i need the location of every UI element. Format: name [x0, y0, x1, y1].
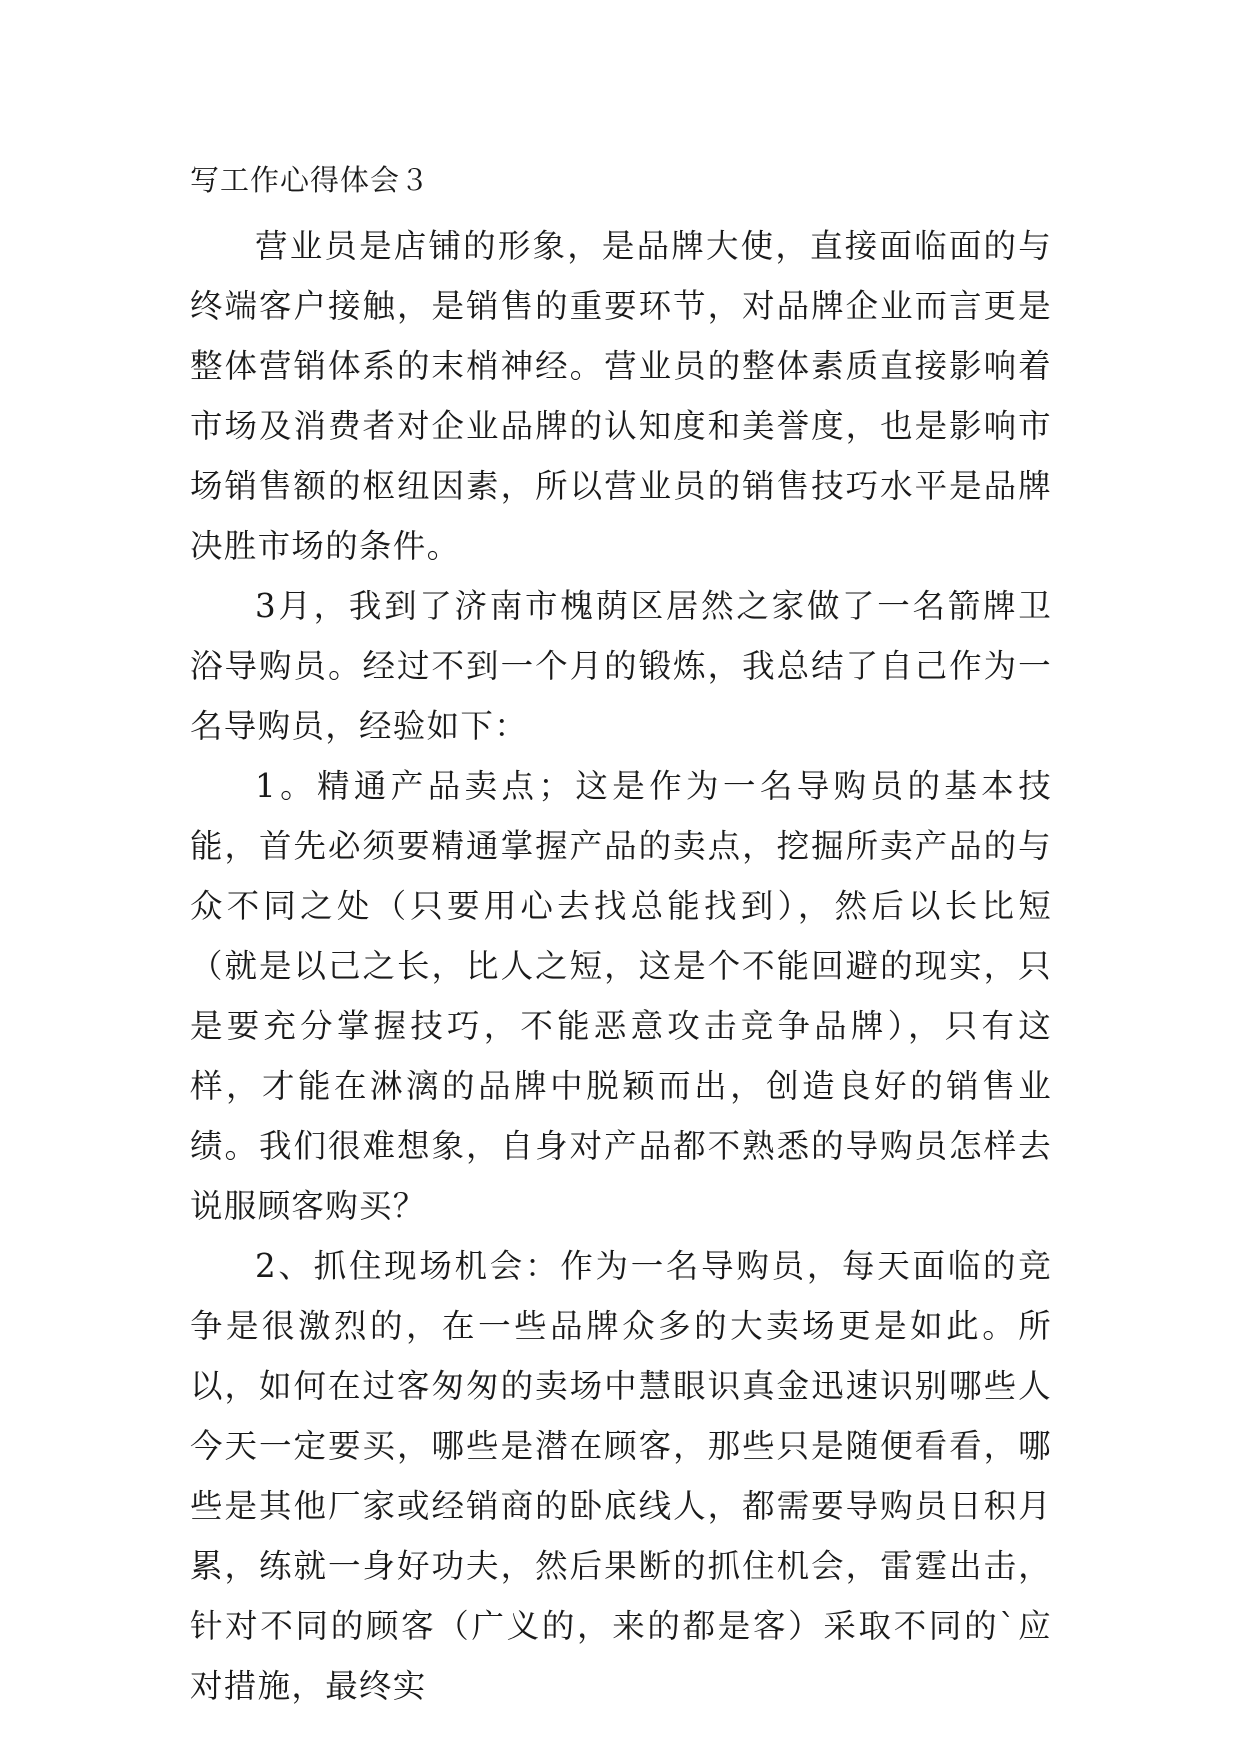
document-title: 写工作心得体会３	[190, 163, 431, 197]
paragraph-point-2: 2、抓住现场机会：作为一名导购员，每天面临的竞争是很激烈的，在一些品牌众多的大卖场更是如此。所以，如何在过客匆匆的卖场中慧眼识真金迅速识别哪些人今天一定要买，哪些是潜在顾客，那些只是随便看看，哪些是其他厂家或经销商的卧底线人，都需要导购员日积月累，练就一身好功夫，然后果断的抓住机会，雷霆出击，针对不同的顾客（广义的，来的都是客）采取不同的`应对措施，最终实	[190, 1247, 1052, 1705]
paragraph-intro: 营业员是店铺的形象，是品牌大使，直接面临面的与终端客户接触，是销售的重要环节，对品牌企业而言更是整体营销体系的末梢神经。营业员的整体素质直接影响着市场及消费者对企业品牌的认知度和美誉度，也是影响市场销售额的枢纽因素，所以营业员的销售技巧水平是品牌决胜市场的条件。	[190, 227, 1052, 565]
paragraph-point-1: 1。精通产品卖点；这是作为一名导购员的基本技能，首先必须要精通掌握产品的卖点，挖掘所卖产品的与众不同之处（只要用心去找总能找到），然后以长比短（就是以己之长，比人之短，这是个不能回避的现实，只是要充分掌握技巧，不能恶意攻击竞争品牌），只有这样，才能在淋漓的品牌中脱颖而出，创造良好的销售业绩。我们很难想象，自身对产品都不熟悉的导购员怎样去说服顾客购买？	[190, 767, 1052, 1225]
paragraph-experience: 3月，我到了济南市槐荫区居然之家做了一名箭牌卫浴导购员。经过不到一个月的锻炼，我总结了自己作为一名导购员，经验如下：	[190, 587, 1052, 745]
document-body	[190, 158, 1052, 1716]
